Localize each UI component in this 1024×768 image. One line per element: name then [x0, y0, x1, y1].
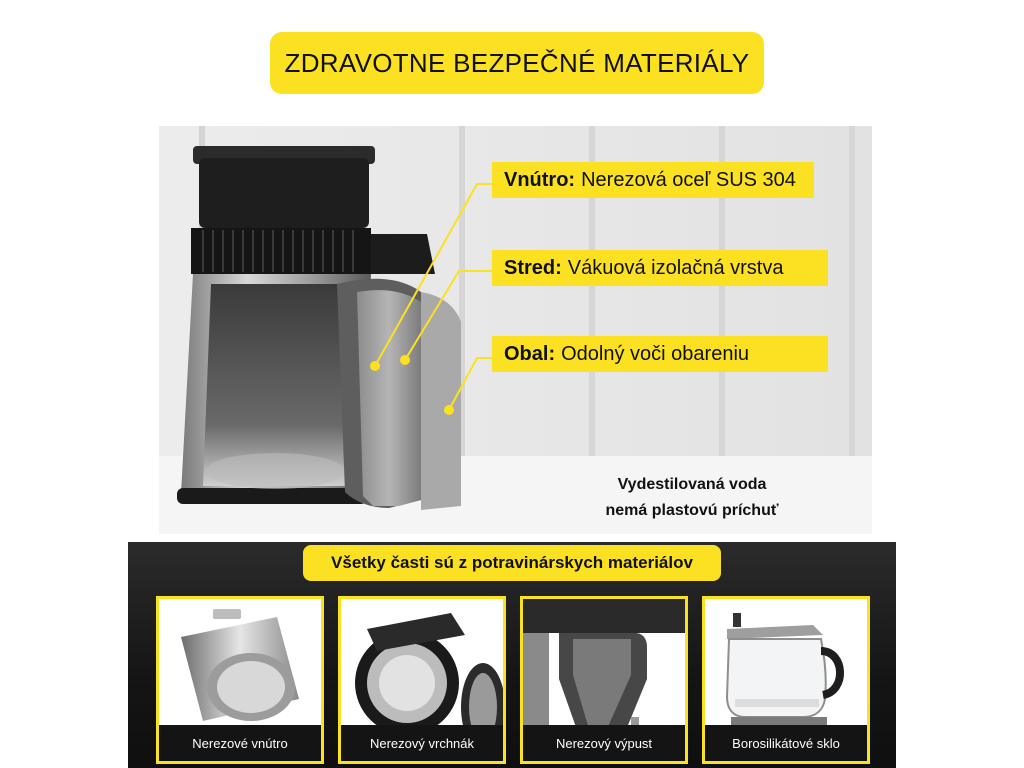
part-card	[520, 596, 688, 764]
layer-term: Obal:	[504, 342, 556, 365]
part-label: Nerezový výpust	[523, 725, 685, 761]
parts-section	[128, 542, 896, 768]
layer-term: Vnútro:	[504, 168, 576, 191]
layer-label-inner	[492, 162, 814, 198]
layer-desc: Nerezová oceľ SUS 304	[581, 168, 796, 191]
part-label: Nerezový vrchnák	[341, 725, 503, 761]
layer-term: Stred:	[504, 256, 562, 279]
page-title: ZDRAVOTNE BEZPEČNÉ MATERIÁLY	[270, 32, 764, 94]
layer-label-middle	[492, 250, 828, 286]
part-card	[156, 596, 324, 764]
layer-desc: Odolný voči obareniu	[561, 342, 750, 365]
part-card	[702, 596, 870, 764]
layer-label-outer	[492, 336, 828, 372]
part-card	[338, 596, 506, 764]
part-label: Borosilikátové sklo	[705, 725, 867, 761]
taste-note-line1: Vydestilovaná voda	[617, 476, 767, 493]
parts-banner: Všetky časti sú z potravinárskych materiálov	[303, 545, 721, 581]
taste-note	[552, 472, 832, 524]
part-label: Nerezové vnútro	[159, 725, 321, 761]
taste-note-line2: nemá plastovú príchuť	[605, 502, 779, 519]
layer-desc: Vákuová izolačná vrstva	[567, 256, 784, 279]
